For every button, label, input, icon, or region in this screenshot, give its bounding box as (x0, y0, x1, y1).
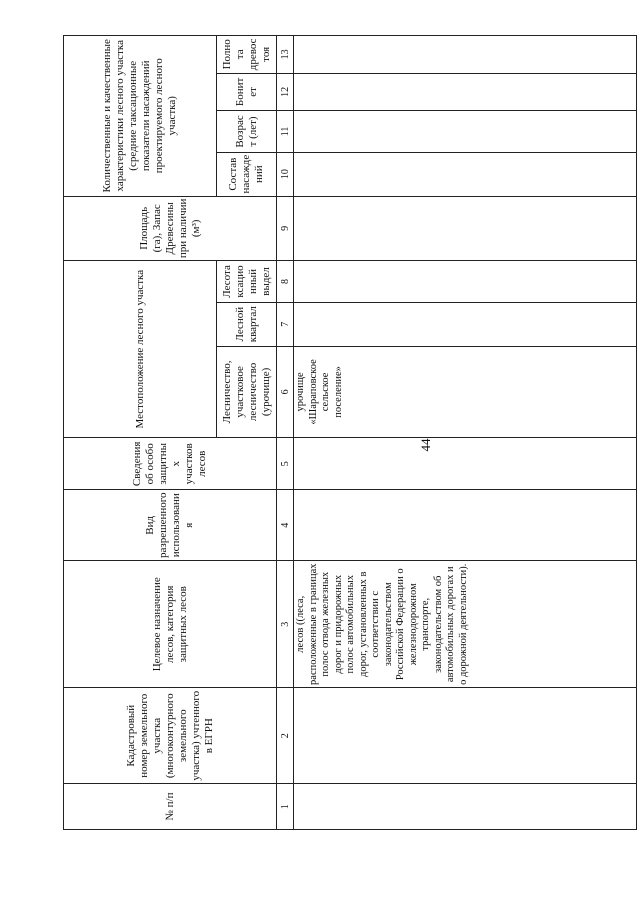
cell-composition (294, 152, 637, 196)
column-number: 8 (277, 261, 294, 303)
header-area: Площадь (га), Запас Древесины при наличии (м³) (64, 196, 277, 261)
cell-forestry: урочище «Шараповское сельское поселение» (294, 346, 637, 438)
cell-cadastral-number (294, 688, 637, 784)
page-number: 44 (418, 438, 433, 452)
rotated-table-frame (63, 35, 640, 830)
header-number: № п/п (64, 784, 277, 830)
cell-use-type (294, 490, 637, 561)
header-forestry: Лесничество, участковое лесничество (урочище) (217, 346, 277, 438)
column-number: 6 (277, 346, 294, 438)
column-number: 12 (277, 73, 294, 111)
column-number: 3 (277, 561, 294, 688)
column-number-row (277, 36, 294, 830)
cell-allotment (294, 261, 637, 303)
cell-density (294, 36, 637, 74)
cell-age (294, 111, 637, 153)
column-number: 4 (277, 490, 294, 561)
column-number: 2 (277, 688, 294, 784)
cell-number (294, 784, 637, 830)
table-row (294, 36, 637, 830)
cell-purpose: лесов ((леса, расположенные в границах полос отвода железных дорог и придорожных полос автомобильных дорог, установленных в соответствии с законодательством Российской Федерации о железнодорожном транспорте, законодательством об автомобильных дорогах и о дорожной деятельности). (294, 561, 637, 688)
cell-quarter (294, 302, 637, 346)
header-bonitet: Бонитет (217, 73, 277, 111)
forest-plot-table (63, 35, 637, 830)
header-quality-group: Количественные и качественные характеристики лесного участка (средние таксационные показатели насаждений проектируемого лесного участка) (64, 36, 217, 197)
cell-bonitet (294, 73, 637, 111)
column-number: 9 (277, 196, 294, 261)
column-number: 11 (277, 111, 294, 153)
header-protected-areas: Сведения об особо защитных участков лесов (64, 438, 277, 490)
column-number: 10 (277, 152, 294, 196)
column-number: 5 (277, 438, 294, 490)
cell-protected-areas (294, 438, 637, 490)
header-cadastral-number: Кадастровый номер земельного участка (многоконтурного земельного участка) учтенного в ЕГРН (64, 688, 277, 784)
header-composition: Состав насаждений (217, 152, 277, 196)
header-allotment: Лесотаксационный выдел (217, 261, 277, 303)
table-wrapper (63, 35, 640, 830)
header-purpose: Целевое назначение лесов, категория защитных лесов (64, 561, 277, 688)
header-age: Возраст (лет) (217, 111, 277, 153)
column-number: 7 (277, 302, 294, 346)
cell-area (294, 196, 637, 261)
column-number: 13 (277, 36, 294, 74)
header-location-group: Местоположение лесного участка (64, 261, 217, 438)
column-number: 1 (277, 784, 294, 830)
header-quarter: Лесной квартал (217, 302, 277, 346)
header-density: Полнота древостоя (217, 36, 277, 74)
header-use-type: Вид разрешенного использования (64, 490, 277, 561)
